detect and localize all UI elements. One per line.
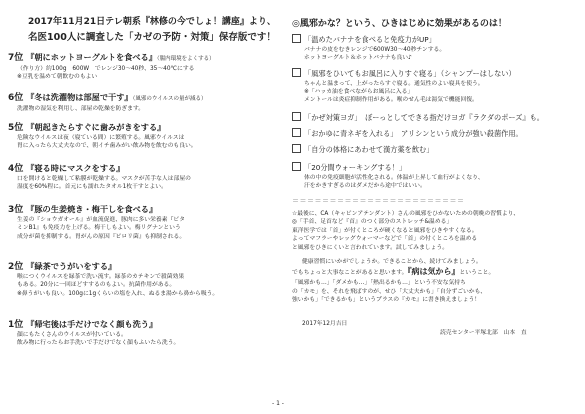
para-line: と風邪をひきにくいと言われています。試してみましょう。 [292,244,449,251]
rank-2 [8,260,283,298]
page-number: - 1 - [272,400,284,407]
tip-item [292,162,580,190]
rank-title: 『朝起きたらすぐに歯みがきをする』 [26,122,166,132]
para-text: ということ。 [459,270,495,277]
rank-1 [8,318,283,348]
rank-line: ※鼻うがいも良い。100gに1gくらいの塩を入れ、ぬるま湯から鼻から吸う。 [17,290,219,297]
rank-sub: （風邪のウイルスの量が減る） [132,96,207,102]
rank-line: ※豆乳を温めて朝飲むのもよい [17,74,98,81]
tip-line: ※「ハッカ油を食べながらお風呂に入る」 [304,88,414,95]
rank-line: 喉につくウイルスを緑茶で洗い流す。緑茶のカテキンで殺菌効果 [17,274,185,280]
para-line: 東洋医学では「首」が付くところが硬くなると風邪をひきやすくなる。 [292,227,478,234]
tip-item [292,34,580,62]
author: 読売センター平塚北部 山本 直 [440,330,527,336]
rank-line: 胃に入ったら大丈夫なので、朝イチ歯みがい飲み物を飲むのも良い。 [17,143,197,150]
tip-item [292,128,580,140]
checkbox-icon [292,68,301,77]
tip-line: バナナの皮をむきレンジで600W30～40秒チンする。 [304,46,446,53]
tip-title: 「自分の体格にあわせて漢方薬を飲む」 [304,145,434,154]
rank-title: 『寝る時にマスクをする』 [26,163,125,173]
para-line: よってマフラーやレッグウォーマーなどで「首」の付くところを温める [292,236,478,243]
rank-title: 『冬は洗濯物は部屋で干す』 [26,92,133,102]
tip-line: 汗をかきすぎるのはダメだから途中ではいい。 [304,182,426,189]
tip-line: ちゃんと温まって、上がったらすぐ寝る。通気性のよい寝具を使う。 [304,80,484,87]
rank-line: 成分が菌を抑制する。胃がんの原因『ピロリ菌』も抑制される。 [17,233,186,240]
tip-title: 「かぜ対策ヨガ」 ぼーっとしてできる指だけヨガ『ラクダのポーズ』も。 [304,113,544,122]
rank-6 [8,91,283,113]
date: 2017年12月吉日 [302,321,348,327]
tip-title: 「おかゆに青ネギを入れる」 アリシンという成分が強い殺菌作用。 [304,129,523,138]
rank-title: 『朝にホットヨーグルトを食べる』 [26,52,157,62]
rank-line: 顔にもたくさんのウイルスが付いている。 [17,332,127,338]
signature-block [292,318,580,336]
tip-line: ホットヨーグルト＆ホットバナナも良い♪ [304,54,412,61]
rank-sub: （腸内環境をよくする） [156,56,215,62]
rank-title: 『緑茶でうがいをする』 [26,261,117,271]
checkbox-icon [292,162,301,171]
rank-line: 湿度を60%程に。首元にも濡れたタオル1枚干すとよい。 [17,184,167,191]
para-line: 強いかも」「できるかも」というプラスの『カモ』に書き換えましょう！ [292,297,481,304]
tip-title: 「20分間ウォーキングする！」 [304,163,407,172]
rank-line: （作り方）約100g 600W でレンジ30～40秒、35～40℃にする [17,66,195,72]
tip-line: メントールは炎症抑制作用がある。喉のせん毛は湯気で機能回復。 [304,96,478,103]
ca-habit-paragraph [292,210,580,252]
rank-title: 『帰宅後は手だけでなく顔も洗う』 [26,319,158,329]
checkbox-icon [292,128,301,137]
checkbox-icon [292,112,301,121]
rank-title: 『豚の生姜焼き・梅干しを食べる』 [26,204,158,214]
right-heading: ◎風邪かな？という、ひきはじめに効果があるのは！ [292,19,507,29]
rank-label: 7位 [8,53,24,63]
rank-line: ミンB1』も免疫力を上げる。梅干しもよい。梅リグナンという [17,225,181,232]
rank-line: 生姜の『ショウガオール』が血流促進、豚肉に多い栄養素『ビタ [17,217,185,223]
closing-paragraph [292,258,580,305]
rank-line: 飲み物に行ったらお手洗いで手だけでなく顔もふいたら洗う。 [17,340,180,347]
para-line: 「風邪かも…」「ダメかも…」「熱出るかも…」という不安な気持ち [292,280,466,287]
rank-label: 5位 [8,123,24,133]
rank-label: 6位 [8,93,24,103]
para-line: ◎「手首、足首など『首』のつく部分のストレッチ&温める」 [292,219,453,226]
para-line: の「カモ」を、それを飛ばすのが、せひ「大丈夫かも」「自分ずごいかも、 [292,288,487,295]
para-text: でもちょっと大事なことがあると思います。 [292,270,408,277]
rank-label: 2位 [8,262,24,272]
rank-5 [8,121,283,151]
header-line-2: 名医100人に調査した「カゼの予防・対策」保存版です！ [28,32,276,43]
tip-item [292,112,580,124]
rank-label: 1位 [8,320,24,330]
divider: ＝＝＝＝＝＝＝＝＝＝＝＝＝＝＝＝＝＝＝＝＝＝＝ [292,197,465,205]
highlight-phrase: 『病は気から』 [407,267,460,277]
tip-title: 「温めたバナナを食べると免疫力がUP」 [304,35,436,44]
rank-label: 3位 [8,205,24,215]
tip-title: 「風邪をひいてもお風呂に入りすぐ寝る」（シャンプーはしない） [304,69,516,78]
rank-line: 危険なウイルスは夜（寝ている間）に繁殖する。風邪ウイルスは [17,135,185,141]
checkbox-icon [292,34,301,43]
para-line: 健康習慣にいかがでしょうか。できることから、続けてみましょう。 [302,259,482,265]
para-line: ☆最後に、CA（キャビンアテンダント）さんの風邪をひかないための朝晩の習慣より、 [292,211,520,217]
rank-line: もある。20分に一回ほどすするのもよい。抗菌作用がある。 [17,282,176,289]
para-line [292,266,580,279]
checkbox-icon [292,144,301,153]
rank-line: 洗濯物の湿気を利用し、部屋の乾燥を防ぎます。 [17,106,145,112]
rank-3 [8,203,283,241]
rank-4 [8,162,283,192]
rank-line: 口を開けると乾燥して粘膜が乾燥する。マスクが苦手な人は部屋の [17,176,191,182]
tip-item [292,144,580,156]
rank-7 [8,51,283,82]
header-line-1: 2017年11月21日テレ朝系『林修の今でしょ！講座』より、 [28,17,276,27]
tip-line: 体の中の免疫細胞が活性化される。体温が上昇して血行がよくなり、 [304,174,484,181]
rank-label: 4位 [8,164,24,174]
tip-item [292,68,580,104]
